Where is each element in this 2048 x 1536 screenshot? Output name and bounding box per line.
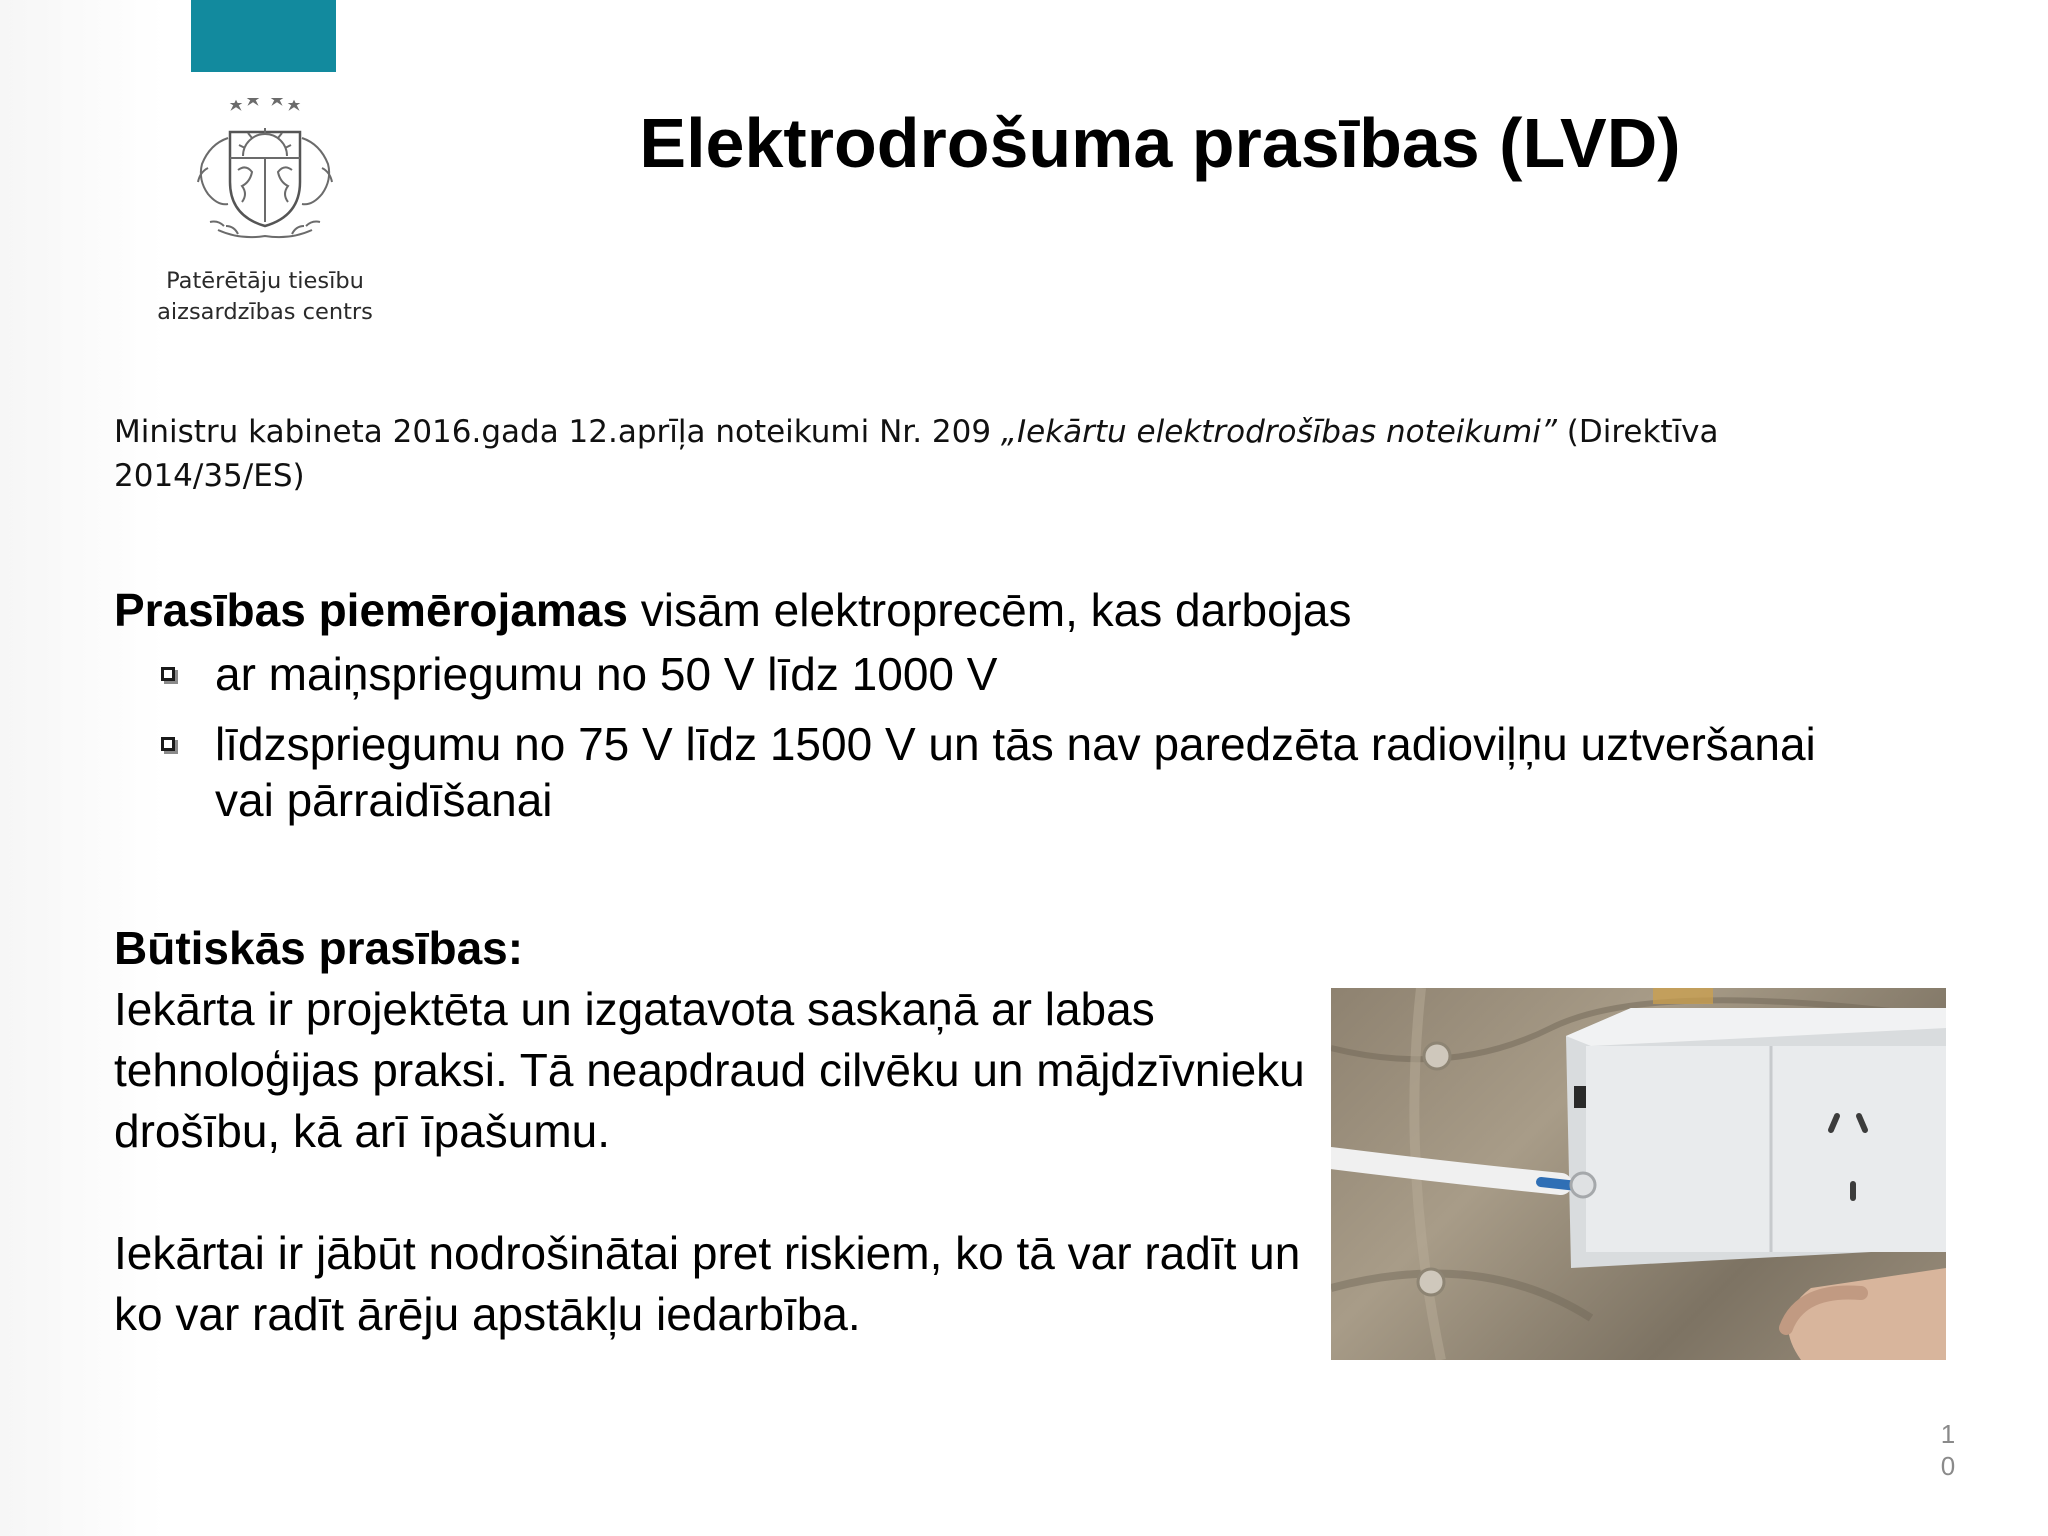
essential-requirements [114,918,1324,1345]
list-item-text: līdzspriegumu no 75 V līdz 1500 V un tās nav paredzēta radioviļņu uztveršanai vai pārraidīšanai [215,718,1816,826]
scope-list [114,646,1874,828]
organization-logo [140,98,390,338]
page-number-digit-1: 1 [1940,1419,1956,1449]
hollow-square-bullet-icon [161,667,175,681]
page-number-digit-2: 0 [1940,1451,1956,1481]
essential-paragraph-1: Iekārta ir projektēta un izgatavota saskaņā ar labas tehnoloģijas praksi. Tā neapdraud cilvēku un mājdzīvnieku drošību, kā arī īpašumu. [114,983,1305,1157]
organization-name-line2: aizsardzības centrs [157,299,373,325]
list-item [114,646,1874,702]
slide-title: Elektrodrošuma prasības (LVD) [639,104,1681,182]
accent-bar [191,0,336,72]
power-outlet-illustration [1331,988,1946,1360]
regulation-suffix: (Direktīva 2014/35/ES) [114,414,1719,494]
regulation-title: „Iekārtu elektrodrošības noteikumi” [1000,414,1557,450]
regulation-reference [114,410,1834,498]
essential-paragraph-2: Iekārtai ir jābūt nodrošinātai pret riskiem, ko tā var radīt un ko var radīt ārēju apstākļu iedarbība. [114,1227,1301,1340]
organization-name-line1: Patērētāju tiesību [166,268,364,294]
scope-lead-bold: Prasības piemērojamas [114,584,628,636]
list-item-text: ar maiņspriegumu no 50 V līdz 1000 V [215,648,998,700]
scope-lead [114,582,1874,638]
hollow-square-bullet-icon [161,737,175,751]
essential-heading: Būtiskās prasības: [114,922,524,974]
scope-section [114,582,1874,842]
scope-lead-text: visām elektroprecēm, kas darbojas [627,584,1352,636]
power-outlet-photo [1331,988,1946,1360]
regulation-prefix: Ministru kabineta 2016.gada 12.aprīļa noteikumi Nr. 209 [114,414,1001,450]
organization-name [140,266,390,328]
latvia-coat-of-arms-icon [188,98,342,250]
page-number [1936,1418,1960,1482]
list-item [114,716,1874,828]
